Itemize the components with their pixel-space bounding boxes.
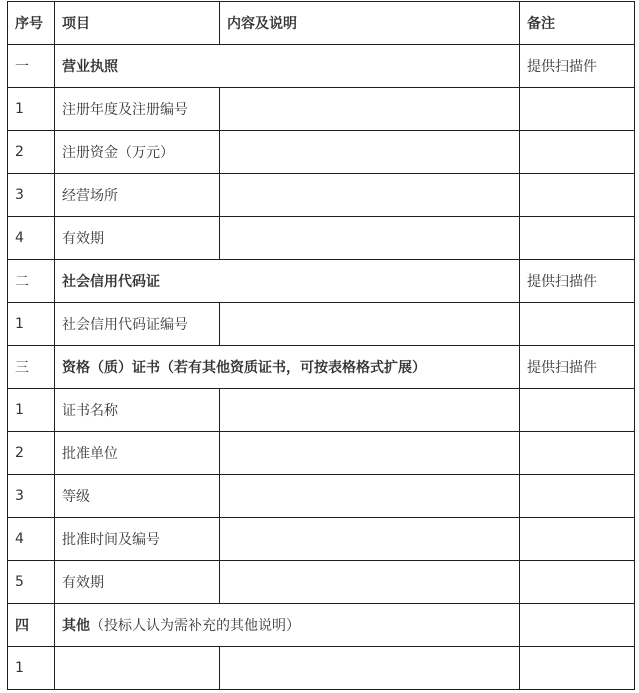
header-note: 备注	[520, 2, 635, 45]
table-row	[8, 518, 635, 561]
note-cell	[520, 131, 635, 174]
table-row	[8, 475, 635, 518]
content-cell	[220, 303, 520, 346]
content-cell	[220, 174, 520, 217]
row-number: 4	[8, 217, 55, 260]
content-cell	[220, 647, 520, 690]
content-cell	[220, 131, 520, 174]
note-cell	[520, 518, 635, 561]
row-number: 3	[8, 174, 55, 217]
qualification-table	[7, 1, 635, 690]
item-cell: 等级	[55, 475, 220, 518]
row-number: 5	[8, 561, 55, 604]
item-cell: 注册资金（万元）	[55, 131, 220, 174]
note-cell	[520, 475, 635, 518]
item-cell: 批准时间及编号	[55, 518, 220, 561]
row-number: 1	[8, 647, 55, 690]
note-cell	[520, 174, 635, 217]
note-cell	[520, 389, 635, 432]
item-cell: 有效期	[55, 561, 220, 604]
note-cell	[520, 604, 635, 647]
item-cell: 经营场所	[55, 174, 220, 217]
section-title-cell	[55, 260, 520, 303]
table-row	[8, 647, 635, 690]
section-title: 营业执照	[62, 59, 118, 75]
header-content: 内容及说明	[220, 2, 520, 45]
note-cell: 提供扫描件	[520, 346, 635, 389]
table-row	[8, 174, 635, 217]
table-row	[8, 303, 635, 346]
item-cell: 批准单位	[55, 432, 220, 475]
table-row	[8, 389, 635, 432]
content-cell	[220, 88, 520, 131]
section-title-cell	[55, 604, 520, 647]
note-cell	[520, 432, 635, 475]
header-no: 序号	[8, 2, 55, 45]
section-row	[8, 346, 635, 389]
table-row	[8, 88, 635, 131]
section-row	[8, 260, 635, 303]
item-cell: 注册年度及注册编号	[55, 88, 220, 131]
note-cell: 提供扫描件	[520, 260, 635, 303]
row-number: 二	[8, 260, 55, 303]
table-row	[8, 217, 635, 260]
content-cell	[220, 217, 520, 260]
item-cell	[55, 647, 220, 690]
header-row	[8, 2, 635, 45]
note-cell	[520, 217, 635, 260]
item-cell: 社会信用代码证编号	[55, 303, 220, 346]
item-cell: 证书名称	[55, 389, 220, 432]
row-number: 四	[8, 604, 55, 647]
section-title-cell	[55, 346, 520, 389]
section-subtitle: （投标人认为需补充的其他说明）	[90, 618, 300, 634]
content-cell	[220, 475, 520, 518]
section-row	[8, 604, 635, 647]
table-row	[8, 561, 635, 604]
note-cell	[520, 561, 635, 604]
section-row	[8, 45, 635, 88]
row-number: 3	[8, 475, 55, 518]
note-cell	[520, 88, 635, 131]
row-number: 一	[8, 45, 55, 88]
row-number: 4	[8, 518, 55, 561]
content-cell	[220, 389, 520, 432]
note-cell: 提供扫描件	[520, 45, 635, 88]
section-title-cell	[55, 45, 520, 88]
table-row	[8, 131, 635, 174]
content-cell	[220, 561, 520, 604]
row-number: 1	[8, 88, 55, 131]
row-number: 1	[8, 389, 55, 432]
header-item: 项目	[55, 2, 220, 45]
content-cell	[220, 518, 520, 561]
table-row	[8, 432, 635, 475]
row-number: 三	[8, 346, 55, 389]
row-number: 2	[8, 432, 55, 475]
content-cell	[220, 432, 520, 475]
item-cell: 有效期	[55, 217, 220, 260]
section-title: 其他	[62, 618, 90, 634]
section-title: 资格（质）证书	[62, 360, 160, 376]
row-number: 1	[8, 303, 55, 346]
section-title: 社会信用代码证	[62, 274, 160, 290]
note-cell	[520, 647, 635, 690]
row-number: 2	[8, 131, 55, 174]
note-cell	[520, 303, 635, 346]
section-subtitle: （若有其他资质证书，可按表格格式扩展）	[160, 360, 426, 376]
